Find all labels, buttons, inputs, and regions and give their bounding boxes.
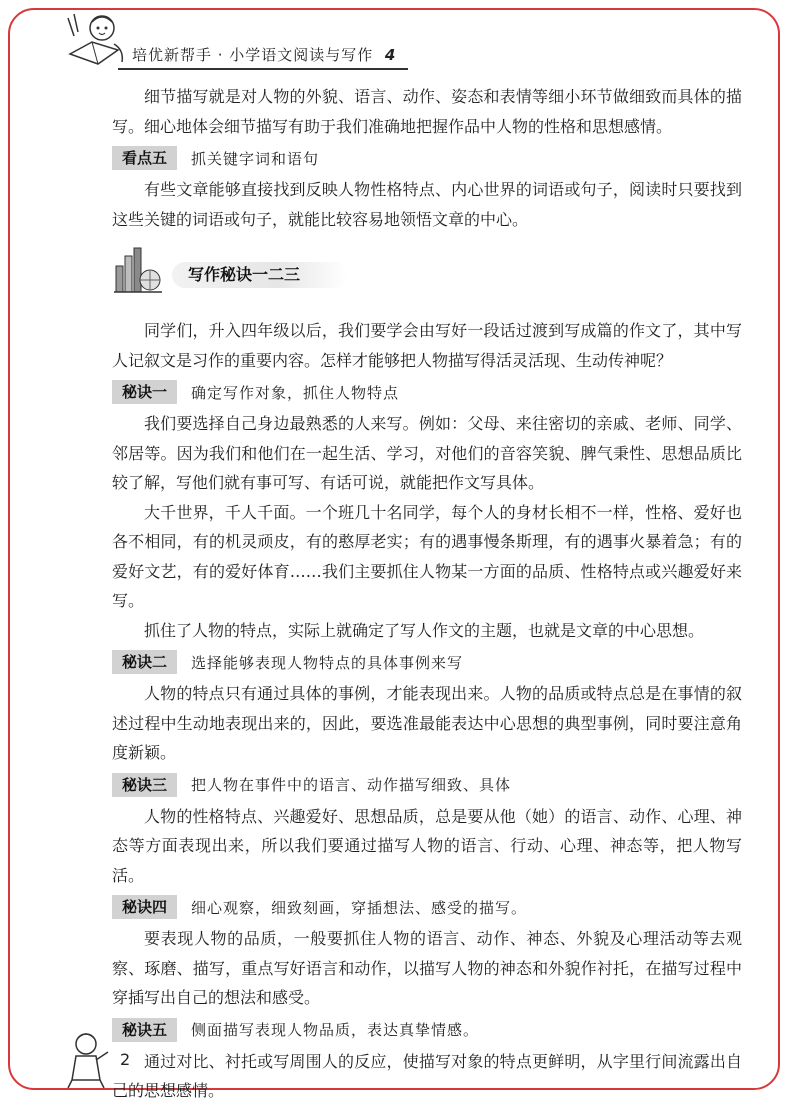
secret1-heading bbox=[112, 377, 742, 407]
secret1-paragraph: 大千世界，千人千面。一个班几十名同学，每个人的身材长相不一样，性格、爱好也各不相同，有的机灵顽皮，有的憨厚老实；有的遇事慢条斯理，有的遇事火暴着急；有的爱好文艺，有的爱好体育……我们主要抓住人物某一方面的品质、性格特点或兴趣爱好来写。 bbox=[112, 502, 742, 610]
section-banner bbox=[112, 240, 742, 310]
secret3-tag: 秘诀三 bbox=[112, 773, 177, 797]
secret1-paragraph: 我们要选择自己身边最熟悉的人来写。例如：父母、来往密切的亲戚、老师、同学、邻居等。因为我们和他们在一起生活、学习，对他们的音容笑貌、脾气秉性、思想品质比较了解，写他们就有事可写、有话可说，就能把作文写具体。 bbox=[112, 414, 742, 492]
secret3-title: 把人物在事件中的语言、动作描写细致、具体 bbox=[191, 776, 512, 794]
secret2-paragraph: 人物的特点只有通过具体的事例，才能表现出来。人物的品质或特点总是在事情的叙述过程中生动地表现出来的，因此，要选准最能表达中心思想的典型事例，同时要注意角度新颖。 bbox=[112, 684, 742, 762]
secret5-paragraph: 通过对比、衬托或写周围人的反应，使描写对象的特点更鲜明，从字里行间流露出自己的思想感情。 bbox=[112, 1051, 742, 1100]
secret4-paragraph: 要表现人物的品质，一般要抓住人物的语言、动作、神态、外貌及心理活动等去观察、琢磨、描写，重点写好语言和动作，以描写人物的神态和外貌作衬托，在描写过程中穿插写出自己的想法和感受。 bbox=[112, 929, 742, 1007]
secret3-heading bbox=[112, 770, 742, 800]
secret2-heading bbox=[112, 647, 742, 677]
bar-chart-globe-icon bbox=[112, 242, 164, 296]
header-underline bbox=[118, 68, 408, 70]
sitting-child-mascot-icon bbox=[62, 1030, 118, 1090]
point5-tag: 看点五 bbox=[112, 146, 177, 170]
secret5-heading bbox=[112, 1015, 742, 1045]
section-title: 写作秘诀一二三 bbox=[172, 262, 348, 288]
secret3-paragraph: 人物的性格特点、兴趣爱好、思想品质，总是要从他（她）的语言、动作、心理、神态等方面表现出来，所以我们要通过描写人物的语言、行动、心理、神态等，把人物写活。 bbox=[112, 806, 742, 885]
point5-body: 有些文章能够直接找到反映人物性格特点、内心世界的词语或句子，阅读时只要找到这些关键的词语或句子，就能比较容易地领悟文章的中心。 bbox=[112, 180, 742, 229]
secret5-title: 侧面描写表现人物品质，表达真挚情感。 bbox=[191, 1021, 480, 1039]
point5-heading bbox=[112, 143, 742, 173]
point5-title: 抓关键字词和语句 bbox=[191, 149, 320, 168]
secret1-paragraph: 抓住了人物的特点，实际上就确定了写人作文的主题，也就是文章的中心思想。 bbox=[144, 620, 705, 640]
page-number: 2 bbox=[120, 1050, 131, 1069]
secret4-heading bbox=[112, 892, 742, 922]
book-series-title: 培优新帮手 · 小学语文阅读与写作 bbox=[132, 46, 374, 64]
secret1-tag: 秘诀一 bbox=[112, 380, 177, 404]
secret5-tag: 秘诀五 bbox=[112, 1018, 177, 1042]
secret1-title: 确定写作对象，抓住人物特点 bbox=[191, 383, 400, 402]
secret4-tag: 秘诀四 bbox=[112, 895, 177, 919]
page-content bbox=[112, 82, 742, 1106]
section-intro: 同学们，升入四年级以后，我们要学会由写好一段话过渡到写成篇的作文了，其中写人记叙文是习作的重要内容。怎样才能够把人物描写得活灵活现、生动传神呢？ bbox=[112, 321, 742, 370]
secret2-title: 选择能够表现人物特点的具体事例来写 bbox=[191, 653, 464, 672]
reading-child-mascot-icon bbox=[62, 10, 132, 74]
header-title bbox=[132, 44, 396, 65]
secret4-title: 细心观察，细致刻画，穿插想法、感受的描写。 bbox=[191, 898, 528, 917]
secret2-tag: 秘诀二 bbox=[112, 650, 177, 674]
intro-paragraph: 细节描写就是对人物的外貌、语言、动作、姿态和表情等细小环节做细致而具体的描写。细心地体会细节描写有助于我们准确地把握作品中人物的性格和思想感情。 bbox=[112, 87, 742, 136]
grade-number: 4 bbox=[384, 46, 397, 64]
